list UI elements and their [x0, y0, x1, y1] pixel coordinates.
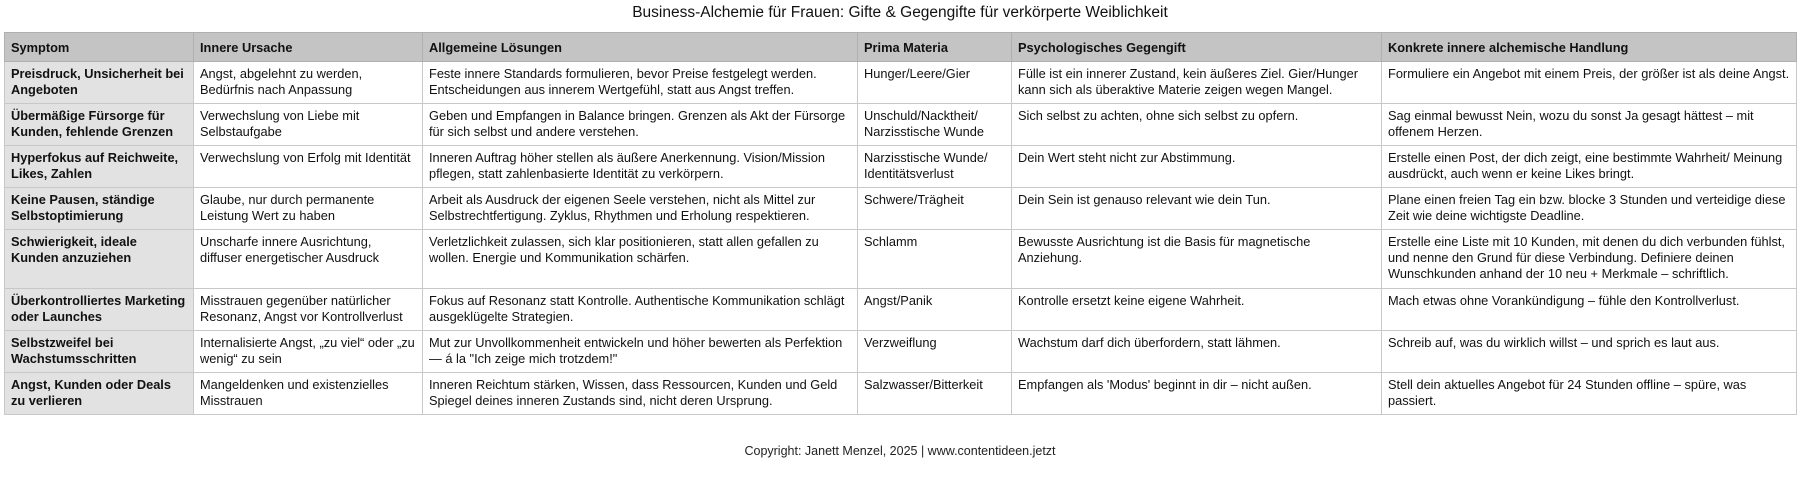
table-row — [5, 230, 1797, 289]
antidote-cell: Empfangen als 'Modus' beginnt in dir – nicht außen. — [1012, 373, 1382, 415]
table-row — [5, 104, 1797, 146]
prima-materia-cell: Salzwasser/Bitterkeit — [858, 373, 1012, 415]
solution-cell: Geben und Empfangen in Balance bringen. Grenzen als Akt der Fürsorge für sich selbst und andere verstehen. — [423, 104, 858, 146]
symptom-cell: Hyperfokus auf Reichweite, Likes, Zahlen — [5, 146, 194, 188]
prima-materia-cell: Unschuld/Nacktheit/ Narzisstische Wunde — [858, 104, 1012, 146]
prima-materia-cell: Hunger/Leere/Gier — [858, 62, 1012, 104]
action-cell: Erstelle einen Post, der dich zeigt, eine bestimmte Wahrheit/ Meinung ausdrückt, auch wenn er keine Likes bringt. — [1382, 146, 1797, 188]
solution-cell: Inneren Auftrag höher stellen als äußere Anerkennung. Vision/Mission pflegen, statt zahlenbasierte Identität zu verkörpern. — [423, 146, 858, 188]
symptom-cell: Keine Pausen, ständige Selbstoptimierung — [5, 188, 194, 230]
column-header-psych-antidote: Psychologisches Gegengift — [1012, 33, 1382, 62]
action-cell: Mach etwas ohne Vorankündigung – fühle den Kontrollverlust. — [1382, 289, 1797, 331]
symptom-cell: Preisdruck, Unsicherheit bei Angeboten — [5, 62, 194, 104]
cause-cell: Internalisierte Angst, „zu viel“ oder „zu wenig“ zu sein — [194, 331, 423, 373]
cause-cell: Misstrauen gegenüber natürlicher Resonanz, Angst vor Kontrollverlust — [194, 289, 423, 331]
prima-materia-cell: Angst/Panik — [858, 289, 1012, 331]
solution-cell: Mut zur Unvollkommenheit entwickeln und höher bewerten als Perfektion — á la "Ich zeige mich trotzdem!" — [423, 331, 858, 373]
antidote-cell: Bewusste Ausrichtung ist die Basis für magnetische Anziehung. — [1012, 230, 1382, 289]
prima-materia-cell: Schwere/Trägheit — [858, 188, 1012, 230]
page-title: Business-Alchemie für Frauen: Gifte & Gegengifte für verkörperte Weiblichkeit — [632, 4, 1168, 21]
prima-materia-cell: Narzisstische Wunde/ Identitätsverlust — [858, 146, 1012, 188]
table-row — [5, 188, 1797, 230]
antidote-cell: Dein Wert steht nicht zur Abstimmung. — [1012, 146, 1382, 188]
antidote-cell: Kontrolle ersetzt keine eigene Wahrheit. — [1012, 289, 1382, 331]
action-cell: Sag einmal bewusst Nein, wozu du sonst Ja gesagt hättest – mit offenem Herzen. — [1382, 104, 1797, 146]
table-row — [5, 146, 1797, 188]
cause-cell: Unscharfe innere Ausrichtung, diffuser energetischer Ausdruck — [194, 230, 423, 289]
table-row — [5, 373, 1797, 415]
action-cell: Formuliere ein Angebot mit einem Preis, der größer ist als deine Angst. — [1382, 62, 1797, 104]
column-header-symptom: Symptom — [5, 33, 194, 62]
solution-cell: Inneren Reichtum stärken, Wissen, dass Ressourcen, Kunden und Geld Spiegel deines inneren Zustands sind, nicht deren Ursprung. — [423, 373, 858, 415]
antidote-cell: Sich selbst zu achten, ohne sich selbst zu opfern. — [1012, 104, 1382, 146]
prima-materia-cell: Verzweiflung — [858, 331, 1012, 373]
alchemy-table — [4, 32, 1797, 415]
action-cell: Plane einen freien Tag ein bzw. blocke 3 Stunden und verteidige diese Zeit wie deine wichtigste Deadline. — [1382, 188, 1797, 230]
column-header-inner-cause: Innere Ursache — [194, 33, 423, 62]
symptom-cell: Angst, Kunden oder Deals zu verlieren — [5, 373, 194, 415]
action-cell: Schreib auf, was du wirklich willst – und sprich es laut aus. — [1382, 331, 1797, 373]
solution-cell: Arbeit als Ausdruck der eigenen Seele verstehen, nicht als Mittel zur Selbstrechtfertigung. Zyklus, Rhythmen und Erholung respektieren. — [423, 188, 858, 230]
column-header-prima-materia: Prima Materia — [858, 33, 1012, 62]
action-cell: Stell dein aktuelles Angebot für 24 Stunden offline – spüre, was passiert. — [1382, 373, 1797, 415]
solution-cell: Fokus auf Resonanz statt Kontrolle. Authentische Kommunikation schlägt ausgeklügelte Strategien. — [423, 289, 858, 331]
antidote-cell: Fülle ist ein innerer Zustand, kein äußeres Ziel. Gier/Hunger kann sich als überaktive Materie zeigen wegen Mangel. — [1012, 62, 1382, 104]
symptom-cell: Selbstzweifel bei Wachstumsschritten — [5, 331, 194, 373]
solution-cell: Verletzlichkeit zulassen, sich klar positionieren, statt allen gefallen zu wollen. Energie und Kommunikation schärfen. — [423, 230, 858, 289]
table-row — [5, 331, 1797, 373]
cause-cell: Verwechslung von Liebe mit Selbstaufgabe — [194, 104, 423, 146]
copyright-footer: Copyright: Janett Menzel, 2025 | www.contentideen.jetzt — [744, 444, 1056, 458]
symptom-cell: Übermäßige Fürsorge für Kunden, fehlende Grenzen — [5, 104, 194, 146]
symptom-cell: Überkontrolliertes Marketing oder Launches — [5, 289, 194, 331]
prima-materia-cell: Schlamm — [858, 230, 1012, 289]
column-header-general-solutions: Allgemeine Lösungen — [423, 33, 858, 62]
table-row — [5, 62, 1797, 104]
action-cell: Erstelle eine Liste mit 10 Kunden, mit denen du dich verbunden fühlst, und nenne den Grund für diese Verbindung. Definiere deinen Wunschkunden anhand der 10 neu + Merkmale – schriftlich. — [1382, 230, 1797, 289]
column-header-concrete-action: Konkrete innere alchemische Handlung — [1382, 33, 1797, 62]
solution-cell: Feste innere Standards formulieren, bevor Preise festgelegt werden. Entscheidungen aus innerem Wertgefühl, statt aus Angst treffen. — [423, 62, 858, 104]
cause-cell: Mangeldenken und existenzielles Misstrauen — [194, 373, 423, 415]
symptom-cell: Schwierigkeit, ideale Kunden anzuziehen — [5, 230, 194, 289]
table-header-row — [5, 33, 1797, 62]
antidote-cell: Wachstum darf dich überfordern, statt lähmen. — [1012, 331, 1382, 373]
cause-cell: Angst, abgelehnt zu werden, Bedürfnis nach Anpassung — [194, 62, 423, 104]
antidote-cell: Dein Sein ist genauso relevant wie dein Tun. — [1012, 188, 1382, 230]
table-row — [5, 289, 1797, 331]
cause-cell: Glaube, nur durch permanente Leistung Wert zu haben — [194, 188, 423, 230]
cause-cell: Verwechslung von Erfolg mit Identität — [194, 146, 423, 188]
